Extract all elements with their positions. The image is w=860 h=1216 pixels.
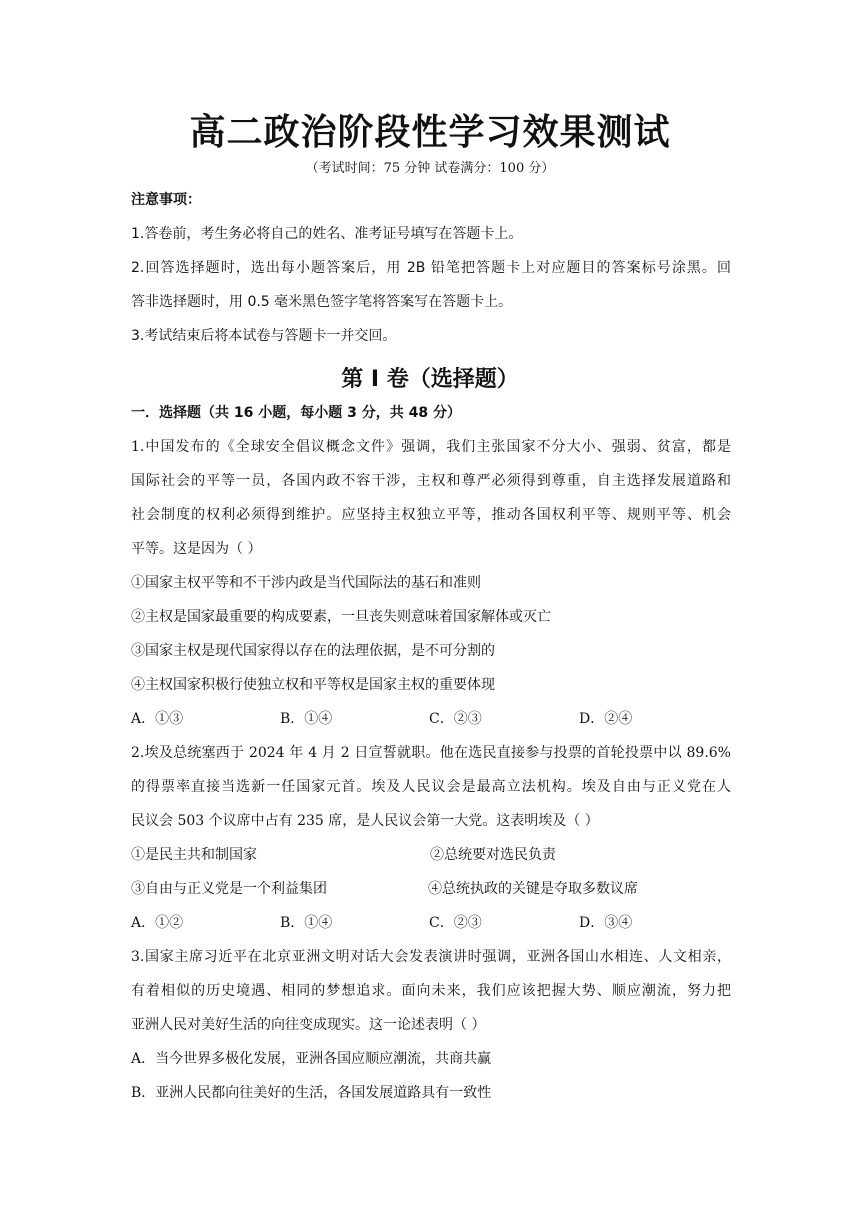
notice-item: 1.答卷前，考生务必将自己的姓名、准考证号填写在答题卡上。 (131, 226, 523, 242)
answer-option: B．①④ (280, 915, 333, 931)
question-text: 亚洲人民对美好生活的向往变成现实。这一论述表明（ ） (131, 1017, 486, 1033)
notice-item: 3.考试结束后将本试卷与答题卡一并交回。 (131, 328, 397, 344)
statement: ①是民主共和制国家 (131, 847, 257, 863)
question-text: 民议会 503 个议席中占有 235 席，是人民议会第一大党。这表明埃及（ ） (131, 813, 599, 829)
page-title: 高二政治阶段性学习效果测试 (189, 112, 671, 153)
answer-option: A．①② (131, 915, 184, 931)
question-text: 的得票率直接当选新一任国家元首。埃及人民议会是最高立法机构。埃及自由与正义党在人 (131, 779, 731, 795)
answer-option: B．亚洲人民都向往美好的生活，各国发展道路具有一致性 (131, 1085, 492, 1101)
statement: ②总统要对选民负责 (430, 847, 556, 863)
notice-heading: 注意事项： (131, 192, 201, 208)
statement: ①国家主权平等和不干涉内政是当代国际法的基石和准则 (131, 575, 481, 591)
answer-option: C．②③ (429, 711, 482, 727)
notice-item: 2.回答选择题时，选出每小题答案后，用 2B 铅笔把答题卡上对应题目的答案标号涂黑。回 (131, 260, 731, 276)
part-heading: 一．选择题（共 16 小题，每小题 3 分，共 48 分） (131, 405, 461, 421)
question-text: 平等。这是因为（ ） (131, 541, 262, 557)
question-text: 有着相似的历史境遇、相同的梦想追求。面向未来，我们应该把握大势、顺应潮流，努力把 (131, 983, 731, 999)
answer-option: A．当今世界多极化发展，亚洲各国应顺应潮流，共商共赢 (131, 1051, 492, 1067)
notice-item: 答非选择题时，用 0.5 毫米黑色签字笔将答案写在答题卡上。 (131, 294, 513, 310)
statement: ③自由与正义党是一个利益集团 (131, 881, 327, 897)
question-text: 3.国家主席习近平在北京亚洲文明对话大会发表演讲时强调，亚洲各国山水相连、人文相亲， (131, 949, 731, 965)
question-text: 2.埃及总统塞西于 2024 年 4 月 2 日宣誓就职。他在选民直接参与投票的首轮投票中以 89.6% (131, 745, 731, 761)
statement: ②主权是国家最重要的构成要素，一旦丧失则意味着国家解体或灭亡 (131, 609, 551, 625)
answer-option: D．③④ (579, 915, 633, 931)
exam-info: （考试时间：75 分钟 试卷满分：100 分） (305, 161, 555, 176)
question-text: 1.中国发布的《全球安全倡议概念文件》强调，我们主张国家不分大小、强弱、贫富，都是 (131, 439, 731, 455)
statement: ③国家主权是现代国家得以存在的法理依据，是不可分割的 (131, 643, 495, 659)
statement: ④主权国家积极行使独立权和平等权是国家主权的重要体现 (131, 677, 495, 693)
question-text: 社会制度的权利必须得到维护。应坚持主权独立平等，推动各国权利平等、规则平等、机会 (131, 507, 731, 523)
answer-option: C．②③ (429, 915, 482, 931)
question-text: 国际社会的平等一员，各国内政不容干涉，主权和尊严必须得到尊重，自主选择发展道路和 (131, 473, 731, 489)
answer-option: D．②④ (579, 711, 633, 727)
answer-option: A．①③ (131, 711, 184, 727)
answer-option: B．①④ (280, 711, 333, 727)
section-title: 第 I 卷（选择题） (341, 367, 519, 392)
statement: ④总统执政的关键是夺取多数议席 (428, 881, 638, 897)
